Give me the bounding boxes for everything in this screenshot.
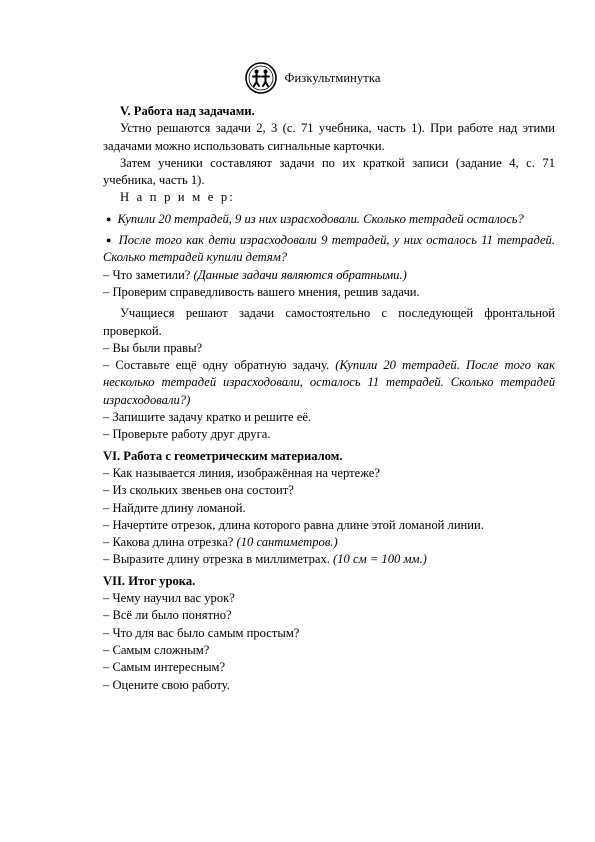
kneeling-figures-icon	[245, 62, 277, 94]
question-line: – Самым интересным?	[103, 660, 226, 675]
bullet-text: После того как дети израсходовали 9 тетрадей, у них осталось 11 тетрадей. Сколько тетрадей купили детям?	[103, 233, 556, 265]
question-line	[103, 534, 555, 551]
question-line: – Оцените свою работу.	[103, 677, 230, 692]
answer-text: (Купили 20 тетрадей. После того как несколько тетрадей израсходовали, осталось 11 тетрадей. Сколько тетрадей израсходовали?)	[103, 358, 555, 407]
question-line: – Начертите отрезок, длина которого равна длине этой ломаной линии.	[103, 517, 484, 532]
section-vii-heading: VII. Итог урока.	[103, 573, 196, 588]
question-line: – Чему научил вас урок?	[103, 591, 235, 606]
question-line: – Самым сложным?	[103, 642, 210, 657]
bullet-dot-icon: ●	[106, 213, 112, 224]
document-body	[103, 103, 555, 694]
section-v-heading: V. Работа над задачами.	[120, 104, 255, 118]
bullet-dot-icon: ●	[106, 235, 113, 246]
question-text: – Составьте ещё одну обратную задачу.	[103, 358, 336, 373]
question-line: – Запишите задачу кратко и решите её.	[103, 410, 312, 425]
question-line: – Как называется линия, изображённая на чертеже?	[103, 465, 380, 480]
question-line: – Всё ли было понятно?	[103, 608, 232, 623]
question-line: – Вы были правы?	[103, 340, 203, 355]
question-text: – Выразите длину отрезка в миллиметрах.	[103, 552, 334, 567]
bullet-text: Купили 20 тетрадей, 9 из них израсходовали. Сколько тетрадей осталось?	[117, 211, 524, 226]
answer-text: (Данные задачи являются обратными.)	[193, 267, 407, 282]
question-line	[103, 357, 555, 409]
question-text: – Какова длина отрезка?	[103, 535, 237, 550]
header-title: Физкультминутка	[284, 70, 381, 85]
question-line	[103, 551, 555, 568]
paragraph: Учащиеся решают задачи самостоятельно с последующей фронтальной проверкой.	[103, 306, 555, 338]
question-text: – Что заметили?	[103, 267, 194, 282]
question-line: – Проверим справедливость вашего мнения, решив задачи.	[103, 284, 420, 299]
question-line	[103, 267, 555, 284]
question-line: – Что для вас было самым простым?	[103, 625, 300, 640]
question-line: – Из скольких звеньев она состоит?	[103, 483, 294, 498]
paragraph: Затем ученики составляют задачи по их краткой записи (задание 4, с. 71 учебника, часть 1).	[103, 155, 555, 188]
question-line: – Проверьте работу друг друга.	[103, 427, 271, 442]
bullet-item	[103, 232, 555, 267]
section-vi-heading: VI. Работа с геометрическим материалом.	[103, 448, 343, 463]
paragraph: Устно решаются задачи 2, 3 (с. 71 учебника, часть 1). При работе над этими задачами можно использовать сигнальные карточки.	[103, 121, 555, 153]
answer-text: (10 сантиметров.)	[236, 535, 338, 550]
example-label: Н а п р и м е р:	[120, 190, 236, 205]
answer-text: (10 см = 100 мм.)	[333, 552, 427, 567]
question-line: – Найдите длину ломаной.	[103, 500, 246, 515]
bullet-item	[103, 211, 555, 228]
header	[0, 62, 595, 94]
